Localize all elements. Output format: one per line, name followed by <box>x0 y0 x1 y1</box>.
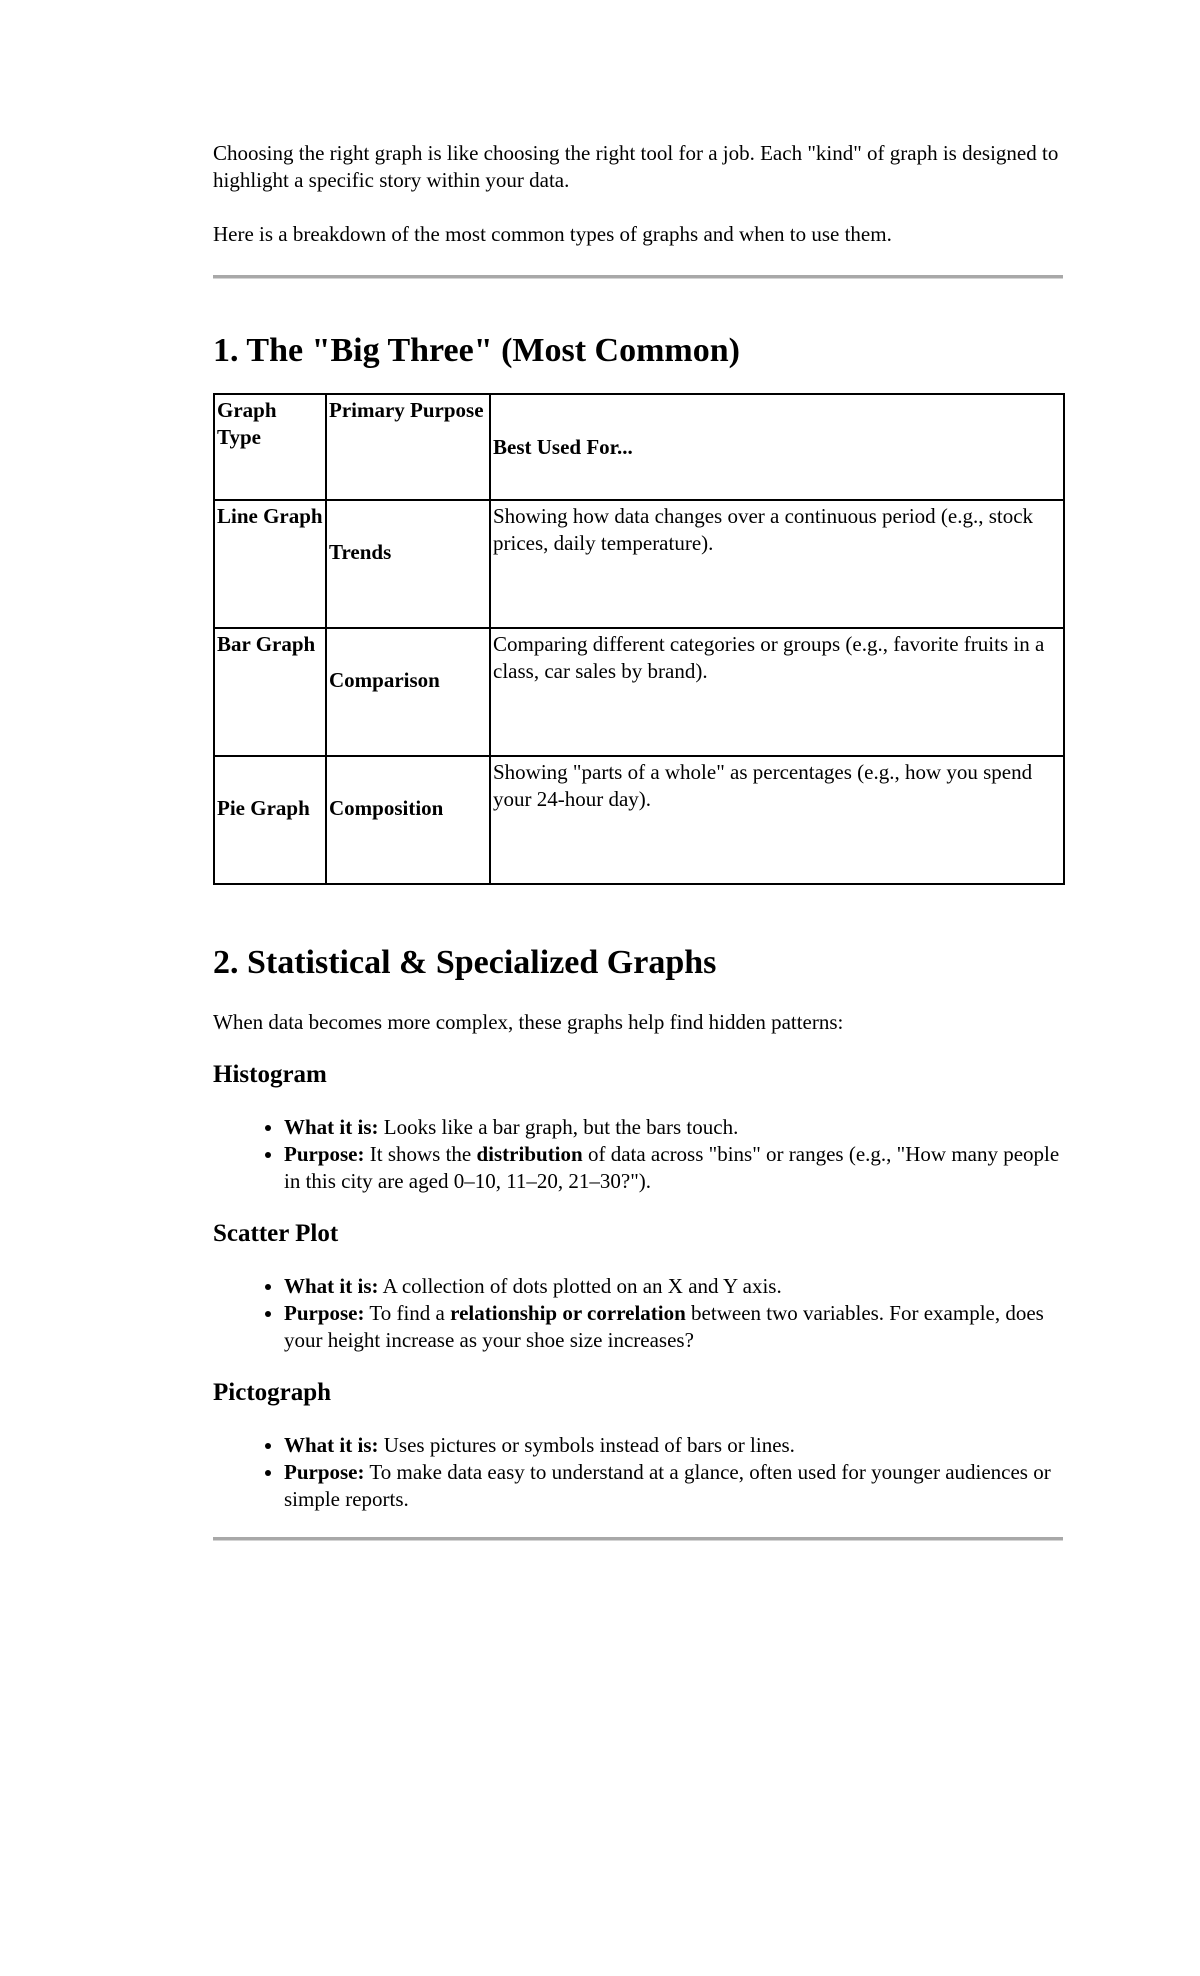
table-row <box>214 756 1064 884</box>
cell-best-used-for: Comparing different categories or groups (e.g., favorite fruits in a class, car sales by brand). <box>490 628 1064 756</box>
purpose-label: Purpose: <box>284 1301 365 1325</box>
horizontal-rule-top <box>213 275 1063 279</box>
pictograph-heading: Pictograph <box>213 1379 332 1406</box>
cell-graph-type: Pie Graph <box>214 756 326 884</box>
cell-primary-purpose: Trends <box>326 500 490 628</box>
histogram-heading: Histogram <box>213 1061 327 1088</box>
table-header-row <box>214 394 1064 500</box>
purpose-text-pre: To make data easy to understand at a glance, often used for younger audiences or simple reports. <box>284 1460 1051 1511</box>
pictograph-list <box>213 1432 1063 1513</box>
section-2-lead: When data becomes more complex, these graphs help find hidden patterns: <box>213 1010 844 1034</box>
list-item <box>284 1141 1063 1195</box>
horizontal-rule-bottom <box>213 1537 1063 1541</box>
section-1-title: 1. The "Big Three" (Most Common) <box>213 332 740 369</box>
scatter-plot-heading: Scatter Plot <box>213 1220 339 1247</box>
cell-best-used-for: Showing how data changes over a continuous period (e.g., stock prices, daily temperature). <box>490 500 1064 628</box>
table-row <box>214 628 1064 756</box>
header-best-used-for: Best Used For... <box>490 394 1064 500</box>
document-page <box>213 140 1063 1541</box>
what-text: Uses pictures or symbols instead of bars or lines. <box>378 1433 795 1457</box>
purpose-label: Purpose: <box>284 1460 365 1484</box>
intro <box>213 140 1063 248</box>
header-graph-type: Graph Type <box>214 394 326 500</box>
purpose-text-pre: It shows the <box>364 1142 477 1166</box>
list-item <box>284 1273 1063 1300</box>
big-three-table <box>213 393 1065 885</box>
purpose-label: Purpose: <box>284 1142 365 1166</box>
what-text: Looks like a bar graph, but the bars touch. <box>378 1115 739 1139</box>
purpose-text-bold: relationship or correlation <box>450 1301 686 1325</box>
list-item <box>284 1432 1063 1459</box>
table-row <box>214 500 1064 628</box>
histogram-list <box>213 1114 1063 1195</box>
cell-primary-purpose: Composition <box>326 756 490 884</box>
cell-graph-type: Bar Graph <box>214 628 326 756</box>
list-item <box>284 1300 1063 1354</box>
what-label: What it is: <box>284 1115 379 1139</box>
section-2-title: 2. Statistical & Specialized Graphs <box>213 944 717 981</box>
purpose-text-post: of data across "bins" or ranges (e.g., "How many people in this city are aged 0–10, 11–20, 21–30?"). <box>284 1142 1060 1193</box>
list-item <box>284 1114 1063 1141</box>
cell-primary-purpose: Comparison <box>326 628 490 756</box>
purpose-text-bold: distribution <box>476 1142 583 1166</box>
intro-paragraph-2: Here is a breakdown of the most common types of graphs and when to use them. <box>213 222 892 246</box>
intro-paragraph-1: Choosing the right graph is like choosing the right tool for a job. Each "kind" of graph is designed to highlight a specific story within your data. <box>213 141 1059 192</box>
header-primary-purpose: Primary Purpose <box>326 394 490 500</box>
what-label: What it is: <box>284 1274 379 1298</box>
what-label: What it is: <box>284 1433 379 1457</box>
list-item <box>284 1459 1063 1513</box>
purpose-text-pre: To find a <box>364 1301 451 1325</box>
cell-best-used-for: Showing "parts of a whole" as percentages (e.g., how you spend your 24-hour day). <box>490 756 1064 884</box>
scatter-plot-list <box>213 1273 1063 1354</box>
cell-graph-type: Line Graph <box>214 500 326 628</box>
what-text: A collection of dots plotted on an X and Y axis. <box>378 1274 782 1298</box>
purpose-text-post: between two variables. For example, does your height increase as your shoe size increases? <box>284 1301 1044 1352</box>
